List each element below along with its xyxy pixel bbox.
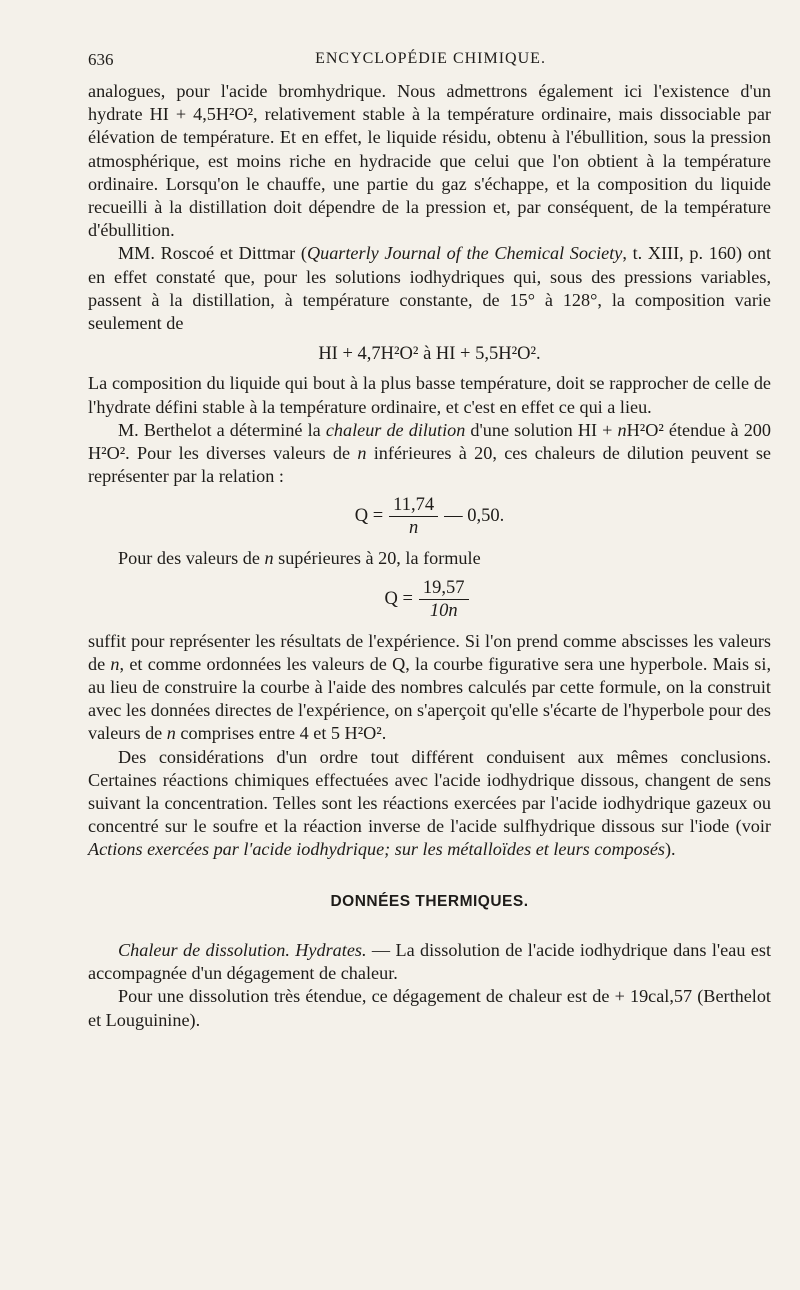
section-heading: DONNÉES THERMIQUES. xyxy=(330,892,529,910)
text-span: MM. Roscoé et Dittmar ( xyxy=(118,243,307,264)
cross-reference: Actions exercées par l'acide iodhydrique; sur les métalloïdes et leurs composés xyxy=(88,839,665,860)
text-span: d'une solution HI + xyxy=(465,419,618,440)
text-span: comprises entre 4 et 5 H²O². xyxy=(175,723,387,744)
fraction-denominator: 10n xyxy=(429,600,458,621)
text-span: , t. XIII, p. 160) ont en effet constaté que, pour les solutions iodhydriques qui, sous des pressions variables, passent à la distillation, à température constante, de 15° à 128°, la composition varie seulement de xyxy=(88,243,772,334)
formula-lhs: Q = xyxy=(354,506,384,527)
text-span: , et comme ordonnées les valeurs de Q, la courbe figurative sera une hyperbole. Mais si, au lieu de construire la courbe à l'aide des nombres calculés par cette formule, on la construit avec les données directes de l'expérience, on s'aperçoit qu'elle s'écarte de l'hyperbole pour des valeurs de xyxy=(88,653,771,744)
fraction-numerator: 11,74 xyxy=(389,494,438,517)
formula-composition-range: HI + 4,7H²O² à HI + 5,5H²O². xyxy=(318,344,541,365)
paragraph-1: analogues, pour l'acide bromhydrique. Nous admettrons également ici l'existence d'un hydrate HI + 4,5H²O², relativement stable à la température ordinaire, mais dissociable par élévation de température. Et en effet, le liquide résidu, obtenu à l'ébullition, sous la pression atmosphérique, est moins riche en hydracide que celui que l'on obtient à la température ordinaire. Lorsqu'on le chauffe, une partie du gaz s'échappe, et la composition du liquide recueilli à la distillation doit dépendre de la pression et, par conséquent, de la température d'ébullition. xyxy=(88,81,771,241)
formula-rest: — 0,50. xyxy=(444,506,505,527)
running-title: ENCYCLOPÉDIE CHIMIQUE. xyxy=(315,50,546,67)
page-header xyxy=(88,50,773,78)
paragraph-4 xyxy=(88,419,771,489)
journal-title: Quarterly Journal of the Chemical Society xyxy=(306,243,623,264)
text-span: ). xyxy=(665,839,676,860)
variable-n: n xyxy=(110,653,120,674)
text-span: suffit pour représenter les résultats de l'expérience. Si l'on prend comme abscisses les valeurs de xyxy=(88,630,771,674)
subsection-title: Chaleur de dissolution. Hydrates. xyxy=(118,939,367,960)
formula-dilution-low-n xyxy=(88,494,771,539)
formula-lhs: Q = xyxy=(384,588,413,609)
fraction-numerator: 19,57 xyxy=(419,577,469,600)
text-span: Pour des valeurs de xyxy=(118,548,265,569)
text-span: — La dissolution de l'acide iodhydrique dans l'eau est accompagnée d'un dégagement de chaleur. xyxy=(88,939,771,984)
text-body xyxy=(88,80,771,1032)
paragraph-3: La composition du liquide qui bout à la plus basse température, doit se rapprocher de celle de l'hydrate défini stable à la température ordinaire, et c'est en effet ce qui a lieu. xyxy=(88,373,771,417)
variable-n: n xyxy=(166,723,176,744)
variable-n: n xyxy=(617,419,627,440)
text-span: H²O² étendue à 200 H²O². Pour les diverses valeurs de xyxy=(88,419,771,464)
fraction xyxy=(419,577,469,622)
paragraph-5 xyxy=(88,547,771,570)
paragraph-2 xyxy=(88,242,771,335)
page-number: 636 xyxy=(88,50,114,69)
paragraph-6 xyxy=(88,630,771,746)
fraction-denominator: n xyxy=(409,518,419,539)
variable-n: n xyxy=(357,443,367,464)
text-span: supérieures à 20, la formule xyxy=(273,548,481,569)
fraction xyxy=(389,494,438,539)
text-span: Des considérations d'un ordre tout différent conduisent aux mêmes conclusions. Certaines réactions chimiques effectuées avec l'acide iodhydrique dissous, changent de sens suivant la concentration. Telles sont les réactions exercées par l'acide iodhydrique gazeux ou concentré sur le soufre et la réaction inverse de l'acide sulfhydrique dissous sur l'iode (voir xyxy=(88,746,771,837)
italic-term: chaleur de dilution xyxy=(325,419,466,440)
paragraph-8 xyxy=(88,939,771,985)
text-span: inférieures à 20, ces chaleurs de dilution peuvent se représenter par la relation : xyxy=(88,443,771,487)
variable-n: n xyxy=(264,548,274,569)
formula-dilution-high-n xyxy=(88,577,771,622)
paragraph-9: Pour une dissolution très étendue, ce dégagement de chaleur est de + 19cal,57 (Berthelot et Louguinine). xyxy=(88,986,771,1030)
text-span: M. Berthelot a déterminé la xyxy=(118,419,326,440)
paragraph-7 xyxy=(88,746,771,862)
